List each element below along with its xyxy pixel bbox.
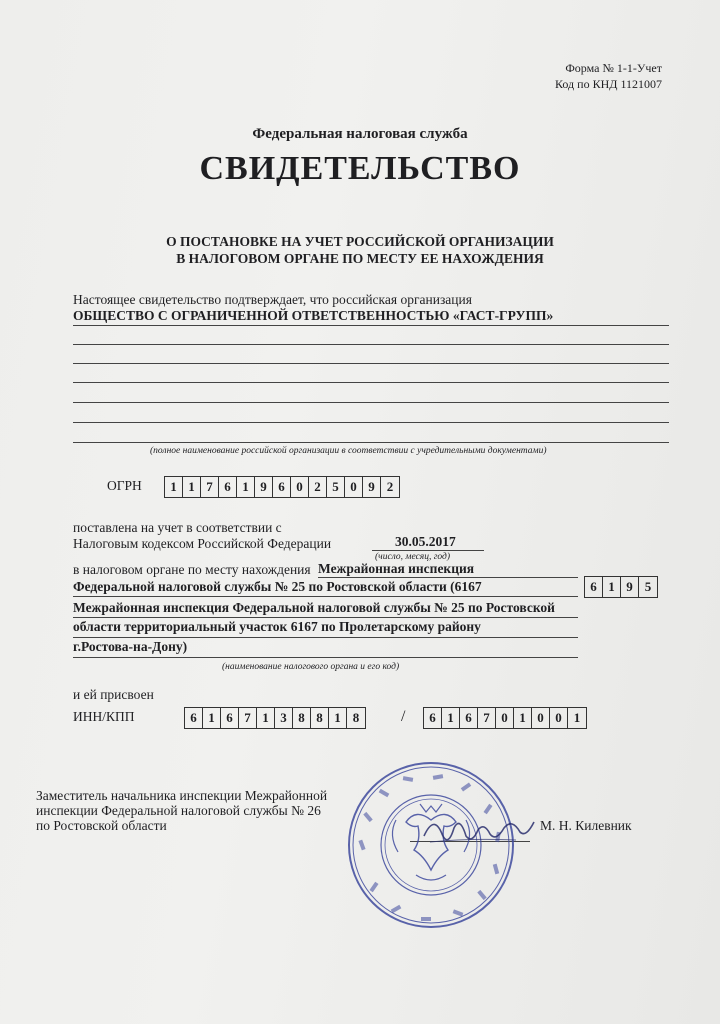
organization-intro: Настоящее свидетельство подтверждает, что российская организация (73, 292, 472, 307)
registration-line-1: поставлена на учет в соответствии с (73, 520, 282, 535)
ta-line-1 (318, 577, 578, 578)
signatory-position (36, 788, 327, 833)
ogrn-digit: 9 (255, 477, 273, 497)
date-hint: (число, месяц, год) (375, 552, 451, 562)
kpp-digit: 7 (478, 708, 496, 728)
registration-line-2: Налоговым кодексом Российской Федерации (73, 536, 332, 551)
date-line (372, 550, 484, 551)
kpp-digit: 1 (442, 708, 460, 728)
inn-digit: 1 (257, 708, 275, 728)
ogrn-digit: 6 (219, 477, 237, 497)
ogrn-cells (164, 476, 400, 498)
inn-kpp-separator: / (401, 708, 406, 725)
ta-line-2 (73, 596, 578, 597)
inn-digit: 8 (311, 708, 329, 728)
signatory-position-line-2: инспекции Федеральной налоговой службы № 26 (36, 803, 321, 818)
inn-digit: 6 (221, 708, 239, 728)
tax-authority-code-digit: 6 (585, 577, 603, 597)
tax-authority-line-5: г.Ростова-на-Дону) (73, 639, 188, 654)
assigned-text: и ей присвоен (73, 687, 154, 702)
ta-line-4 (73, 637, 578, 638)
registration-date: 30.05.2017 (395, 534, 456, 549)
inn-digit: 3 (275, 708, 293, 728)
kpp-digit: 1 (573, 710, 581, 725)
tax-authority-intro: в налоговом органе по месту нахождения (73, 562, 311, 577)
inn-digit: 8 (293, 708, 311, 728)
signatory-position-line-3: по Ростовской области (36, 818, 167, 833)
ogrn-digit: 9 (363, 477, 381, 497)
org-line-4 (73, 382, 669, 383)
tax-authority-code-cells (584, 576, 658, 598)
inn-cells (184, 707, 366, 729)
signatory-name: М. Н. Килевник (540, 818, 632, 833)
ogrn-digit: 2 (309, 477, 327, 497)
kpp-digit: 6 (424, 708, 442, 728)
ogrn-digit: 7 (201, 477, 219, 497)
ogrn-digit: 0 (291, 477, 309, 497)
form-number-block (555, 60, 662, 92)
form-number: Форма № 1-1-Учет (565, 61, 662, 75)
agency-name: Федеральная налоговая служба (252, 126, 468, 142)
kpp-digit: 0 (550, 708, 568, 728)
tax-authority-code-digit: 1 (603, 577, 621, 597)
org-line-6 (73, 422, 669, 423)
handwritten-signature (420, 808, 538, 856)
ta-line-5 (73, 657, 578, 658)
kpp-digit: 0 (496, 708, 514, 728)
ogrn-digit: 2 (386, 479, 394, 494)
org-line-5 (73, 402, 669, 403)
inn-digit: 1 (203, 708, 221, 728)
tax-authority-line-3: Межрайонная инспекция Федеральной налоговой службы № 25 по Ростовской (73, 600, 555, 615)
ogrn-digit: 5 (327, 477, 345, 497)
kpp-cells (423, 707, 587, 729)
organization-name: ОБЩЕСТВО С ОГРАНИЧЕННОЙ ОТВЕТСТВЕННОСТЬЮ «ГАСТ-ГРУПП» (73, 308, 554, 323)
ogrn-digit: 6 (273, 477, 291, 497)
tax-authority-line-4: области территориальный участок 6167 по Пролетарскому району (73, 619, 481, 634)
org-line-3 (73, 363, 669, 364)
inn-digit: 8 (352, 710, 360, 725)
org-line-2 (73, 344, 669, 345)
kpp-digit: 1 (514, 708, 532, 728)
org-line-7 (73, 442, 669, 443)
inn-digit: 6 (185, 708, 203, 728)
tax-authority-line-2: Федеральной налоговой службы № 25 по Ростовской области (6167 (73, 579, 482, 594)
subtitle-line-2: В НАЛОГОВОМ ОРГАНЕ ПО МЕСТУ ЕЕ НАХОЖДЕНИЯ (176, 251, 544, 266)
ta-line-3 (73, 617, 578, 618)
kpp-digit: 6 (460, 708, 478, 728)
tax-authority-code-digit: 9 (621, 577, 639, 597)
ogrn-digit: 1 (165, 477, 183, 497)
kpp-digit: 0 (532, 708, 550, 728)
ogrn-label: ОГРН (107, 478, 142, 493)
document-subtitle (0, 233, 720, 267)
org-line-1 (73, 325, 669, 326)
document-title: СВИДЕТЕЛЬСТВО (199, 150, 521, 187)
inn-digit: 1 (329, 708, 347, 728)
knd-code: Код по КНД 1121007 (555, 77, 662, 91)
tax-authority-line-1: Межрайонная инспекция (318, 561, 475, 576)
ogrn-digit: 1 (237, 477, 255, 497)
subtitle-line-1: О ПОСТАНОВКЕ НА УЧЕТ РОССИЙСКОЙ ОРГАНИЗАЦИИ (166, 234, 554, 249)
ogrn-digit: 1 (183, 477, 201, 497)
tax-authority-hint: (наименование налогового органа и его код) (222, 662, 400, 672)
inn-digit: 7 (239, 708, 257, 728)
inn-kpp-label: ИНН/КПП (73, 709, 135, 724)
organization-name-hint: (полное наименование российской организации в соответствии с учредительными документами) (150, 446, 547, 456)
ogrn-digit: 0 (345, 477, 363, 497)
tax-authority-code-digit: 5 (644, 579, 652, 594)
signatory-position-line-1: Заместитель начальника инспекции Межрайонной (36, 788, 328, 803)
